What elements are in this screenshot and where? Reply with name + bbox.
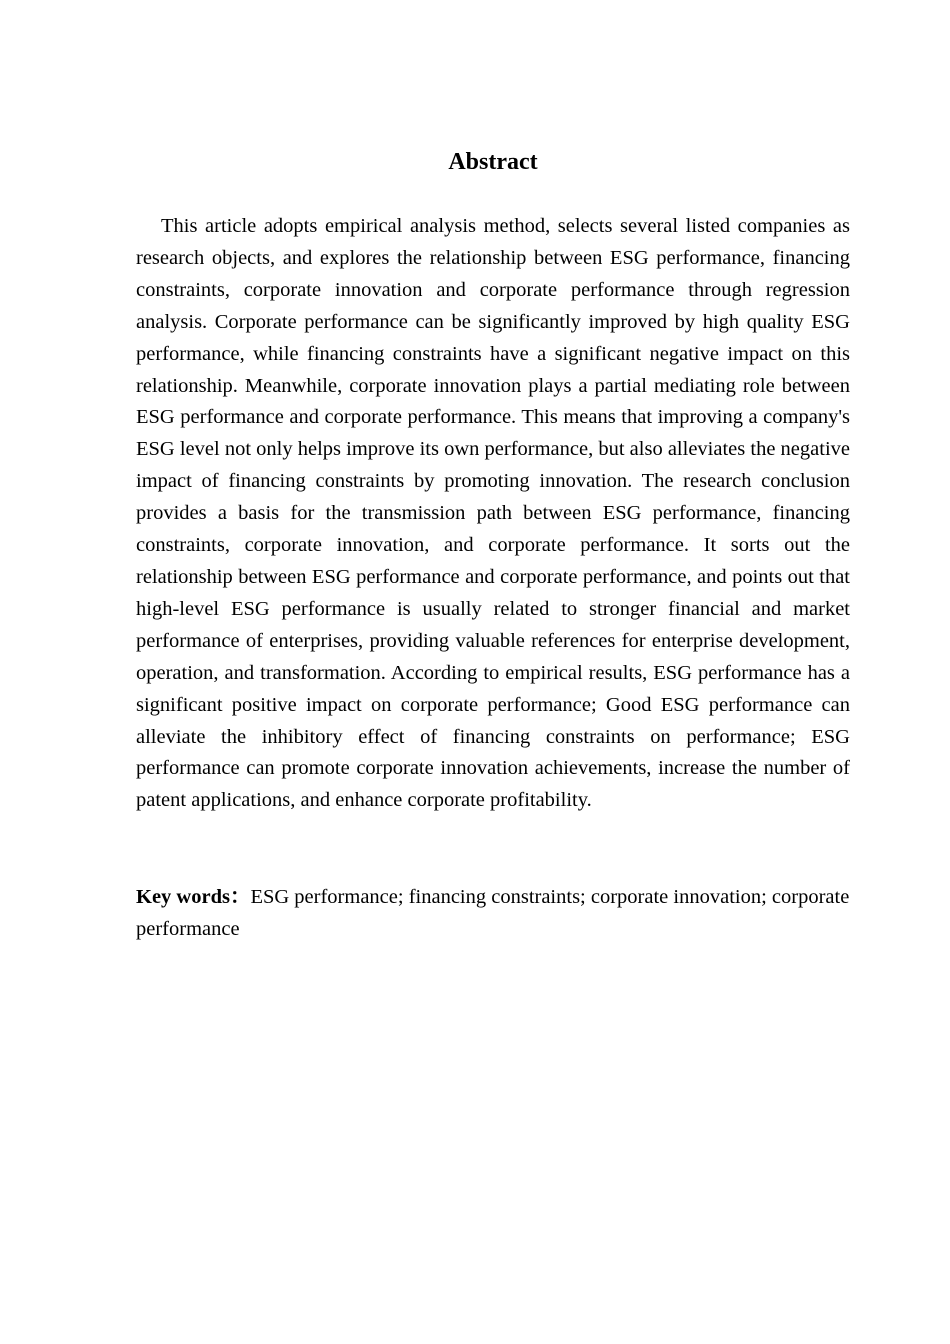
keywords-line [136, 881, 850, 945]
keywords-text: ESG performance; financing constraints; corporate innovation; corporate performance [136, 886, 850, 940]
abstract-title: Abstract [448, 149, 538, 175]
abstract-body: This article adopts empirical analysis method, selects several listed companies as research objects, and explores the relationship between ESG performance, financing constraints, corporate innovation and corporate performance through regression analysis. Corporate performance can be significantly improved by high quality ESG performance, while financing constraints have a significant negative impact on this relationship. Meanwhile, corporate innovation plays a partial mediating role between ESG performance and corporate performance. This means that improving a company's ESG level not only helps improve its own performance, but also alleviates the negative impact of financing constraints by promoting innovation. The research conclusion provides a basis for the transmission path between ESG performance, financing constraints, corporate innovation, and corporate performance. It sorts out the relationship between ESG performance and corporate performance, and points out that high-level ESG performance is usually related to stronger financial and market performance of enterprises, providing valuable references for enterprise development, operation, and transformation. According to empirical results, ESG performance has a significant positive impact on corporate performance; Good ESG performance can alleviate the inhibitory effect of financing constraints on performance; ESG performance can promote corporate innovation achievements, increase the number of patent applications, and enhance corporate profitability. [136, 215, 850, 812]
keywords-label: Key words： [136, 886, 251, 908]
